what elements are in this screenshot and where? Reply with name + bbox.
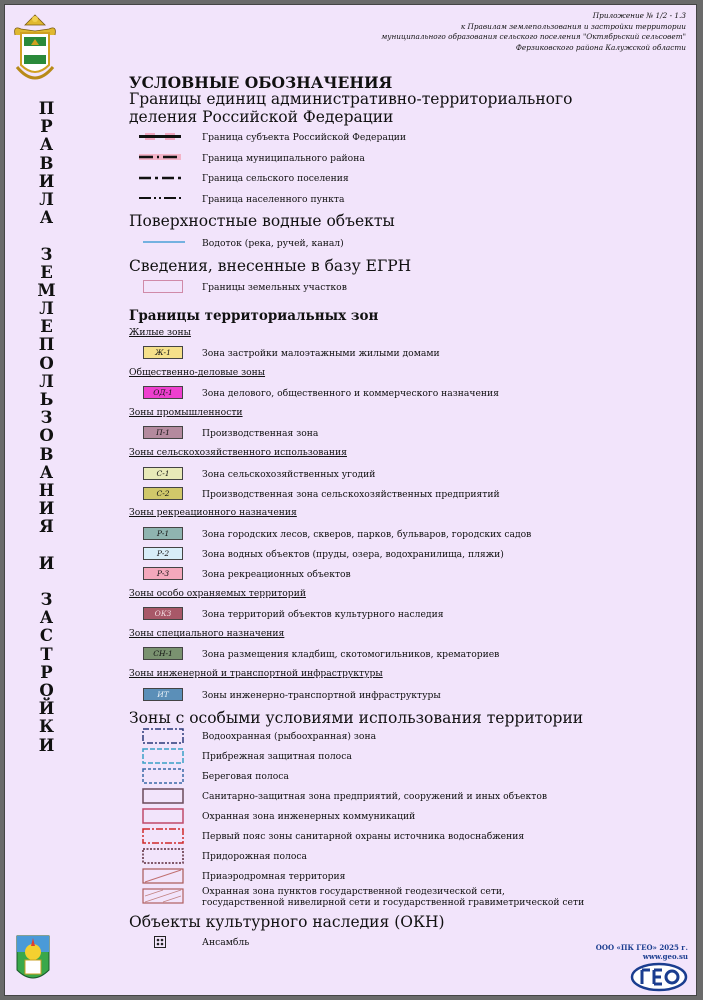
geodetic-zone-label-line-2: государственной нивелирной сети и государственной гравиметрической сети [202, 897, 585, 908]
coastal-protection-strip-icon [142, 748, 184, 764]
side-title-letter [27, 537, 67, 555]
zone-swatch-okz: ОКЗ [143, 607, 183, 620]
side-title-letter: О [39, 681, 55, 700]
side-title-letter: Р [40, 117, 54, 137]
appendix-line-3: муниципального образования сельского поселения "Октябрьский сельсовет" [381, 32, 686, 41]
zone-swatch-od1: ОД-1 [143, 386, 183, 399]
zone-label: Производственная зона [202, 428, 319, 439]
side-title-letter: В [39, 444, 55, 464]
zone-label: Зона размещения кладбищ, скотомогильников, крематориев [202, 649, 500, 660]
side-title-letter: И [38, 171, 56, 191]
special-condition-label: Первый пояс зоны санитарной охраны источника водоснабжения [202, 831, 525, 842]
side-title-letter: С [39, 626, 55, 646]
special-condition-label: Санитарно-защитная зона предприятий, сооружений и иных объектов [202, 791, 548, 802]
agricultural-zones-title: Зоны сельскохозяйственного использования [129, 447, 347, 458]
company-site: www.geo.su [642, 952, 688, 961]
heritage-heading: Объекты культурного наследия (ОКН) [129, 913, 445, 931]
admin-item-label: Граница муниципального района [202, 153, 365, 164]
special-condition-label: Придорожная полоса [202, 851, 308, 862]
admin-heading-line-2: деления Российской Федерации [129, 108, 394, 126]
side-title-letter: Е [40, 262, 54, 282]
zone-swatch-s2: С-2 [143, 487, 183, 500]
egrn-heading: Сведения, внесенные в базу ЕГРН [129, 257, 412, 275]
zone-label: Зона территорий объектов культурного наследия [202, 609, 444, 620]
utilities-protection-zone-icon [142, 808, 184, 824]
side-title-letter: В [39, 153, 55, 173]
special-condition-label: Береговая полоса [202, 771, 289, 782]
side-title-letter: Л [39, 371, 55, 391]
vertical-document-title [27, 100, 67, 755]
side-title-letter: А [39, 135, 55, 155]
side-title-letter: Е [40, 317, 54, 337]
water-item-label: Водоток (река, ручей, канал) [202, 238, 344, 249]
side-title-letter: Р [40, 662, 54, 682]
zone-swatch-s1: С-1 [143, 467, 183, 480]
special-condition-label: Водоохранная (рыбоохранная) зона [202, 731, 377, 742]
region-coat-of-arms-icon [11, 11, 59, 89]
geodetic-zone-label-line-1: Охранная зона пунктов государственной геодезической сети, [202, 886, 505, 897]
side-title-letter: И [38, 735, 56, 755]
appendix-line-2: к Правилам землепользования и застройки территории [460, 21, 686, 31]
zone-swatch-sn1: СН-1 [143, 647, 183, 660]
zone-label: Зона делового, общественного и коммерческого назначения [202, 388, 499, 399]
zone-swatch-zh1: Ж-1 [143, 346, 183, 359]
recreation-zones-title: Зоны рекреационного назначения [129, 507, 297, 518]
zone-label: Зона рекреационных объектов [202, 569, 351, 580]
special-condition-label: Приаэродромная территория [202, 871, 346, 882]
water-source-sanitary-zone-icon [142, 828, 184, 844]
heritage-item-label: Ансамбль [202, 937, 250, 948]
side-title-letter: Т [40, 644, 54, 664]
side-title-letter: К [38, 717, 55, 737]
side-title-letter: Н [38, 480, 56, 500]
ensemble-symbol-icon [154, 936, 166, 948]
side-title-letter: П [38, 99, 56, 118]
residential-zones-title: Жилые зоны [129, 327, 191, 338]
geodetic-network-zone-icon [142, 888, 184, 904]
public-zones-title: Общественно-деловые зоны [129, 367, 266, 378]
federal-subject-border-icon [139, 129, 181, 143]
admin-heading-line-1: Границы единиц административно-территориального [129, 90, 573, 108]
side-title-letter: Я [39, 517, 55, 537]
special-condition-label: Прибрежная защитная полоса [202, 751, 352, 762]
side-title-letter [27, 227, 67, 245]
admin-item-label: Граница населенного пункта [202, 194, 345, 205]
side-title-letter: Л [39, 189, 55, 209]
zone-label: Зона сельскохозяйственных угодий [202, 469, 376, 480]
appendix-note [326, 11, 686, 53]
special-conditions-heading: Зоны с особыми условиями использования территории [129, 709, 584, 727]
watercourse-line-icon [143, 235, 185, 249]
zone-swatch-r2: Р-2 [143, 547, 183, 560]
side-title-letter: М [37, 280, 57, 300]
zone-label: Производственная зона сельскохозяйственных предприятий [202, 489, 500, 500]
appendix-line-4: Ферзиковского района Калужской области [515, 42, 686, 52]
side-title-letter: А [39, 208, 55, 228]
special-condition-label: Охранная зона инженерных коммуникаций [202, 811, 416, 822]
legend-sheet [4, 4, 697, 996]
water-protection-zone-icon [142, 728, 184, 744]
side-title-letter: И [38, 553, 56, 573]
side-title-letter: З [40, 408, 54, 428]
admin-item-label: Граница сельского поселения [202, 173, 349, 184]
zone-swatch-p1: П-1 [143, 426, 183, 439]
company-logo-icon [630, 962, 688, 992]
side-title-letter: О [39, 353, 55, 373]
side-title-letter: Л [39, 299, 55, 319]
side-title-letter: З [40, 244, 54, 264]
settlement-border-icon [139, 191, 181, 205]
appendix-line-1: Приложение № 1/2 - 1.3 [592, 11, 686, 20]
sanitary-protection-zone-icon [142, 788, 184, 804]
airfield-territory-icon [142, 868, 184, 884]
side-title-letter [27, 573, 67, 591]
side-title-letter: А [39, 462, 55, 482]
industrial-zones-title: Зоны промышленности [129, 407, 243, 418]
zones-heading: Границы территориальных зон [129, 308, 379, 324]
side-title-letter: Ь [39, 390, 55, 409]
side-title-letter: О [39, 426, 55, 446]
zone-label: Зона городских лесов, скверов, парков, бульваров, городских садов [202, 529, 532, 540]
side-title-letter: З [40, 590, 54, 610]
company-credit [568, 943, 688, 961]
shoreline-strip-icon [142, 768, 184, 784]
side-title-letter: П [38, 335, 56, 355]
infra-zones-title: Зоны инженерной и транспортной инфраструктуры [129, 668, 383, 679]
admin-item-label: Граница субъекта Российской Федерации [202, 132, 406, 143]
rural-settlement-border-icon [139, 171, 181, 185]
zone-swatch-r1: Р-1 [143, 527, 183, 540]
zone-label: Зона застройки малоэтажными жилыми домами [202, 348, 440, 359]
side-title-letter: Й [38, 699, 56, 719]
district-emblem-icon [15, 930, 51, 988]
egrn-item-label: Границы земельных участков [202, 282, 347, 293]
special-zones-title: Зоны специального назначения [129, 628, 285, 639]
zone-label: Зоны инженерно-транспортной инфраструктуры [202, 690, 441, 701]
legend-title: УСЛОВНЫЕ ОБОЗНАЧЕНИЯ [129, 73, 393, 92]
side-title-letter: А [39, 608, 55, 628]
roadside-strip-icon [142, 848, 184, 864]
company-name: ООО «ПК ГЕО» 2025 г. [595, 943, 688, 952]
municipal-district-border-icon [139, 150, 181, 164]
zone-label: Зона водных объектов (пруды, озера, водохранилища, пляжи) [202, 549, 504, 560]
zone-swatch-it: ИТ [143, 688, 183, 701]
water-heading: Поверхностные водные объекты [129, 212, 395, 230]
protected-zones-title: Зоны особо охраняемых территорий [129, 588, 306, 599]
side-title-letter: И [38, 499, 56, 519]
land-plots-swatch [143, 280, 183, 293]
zone-swatch-r3: Р-3 [143, 567, 183, 580]
